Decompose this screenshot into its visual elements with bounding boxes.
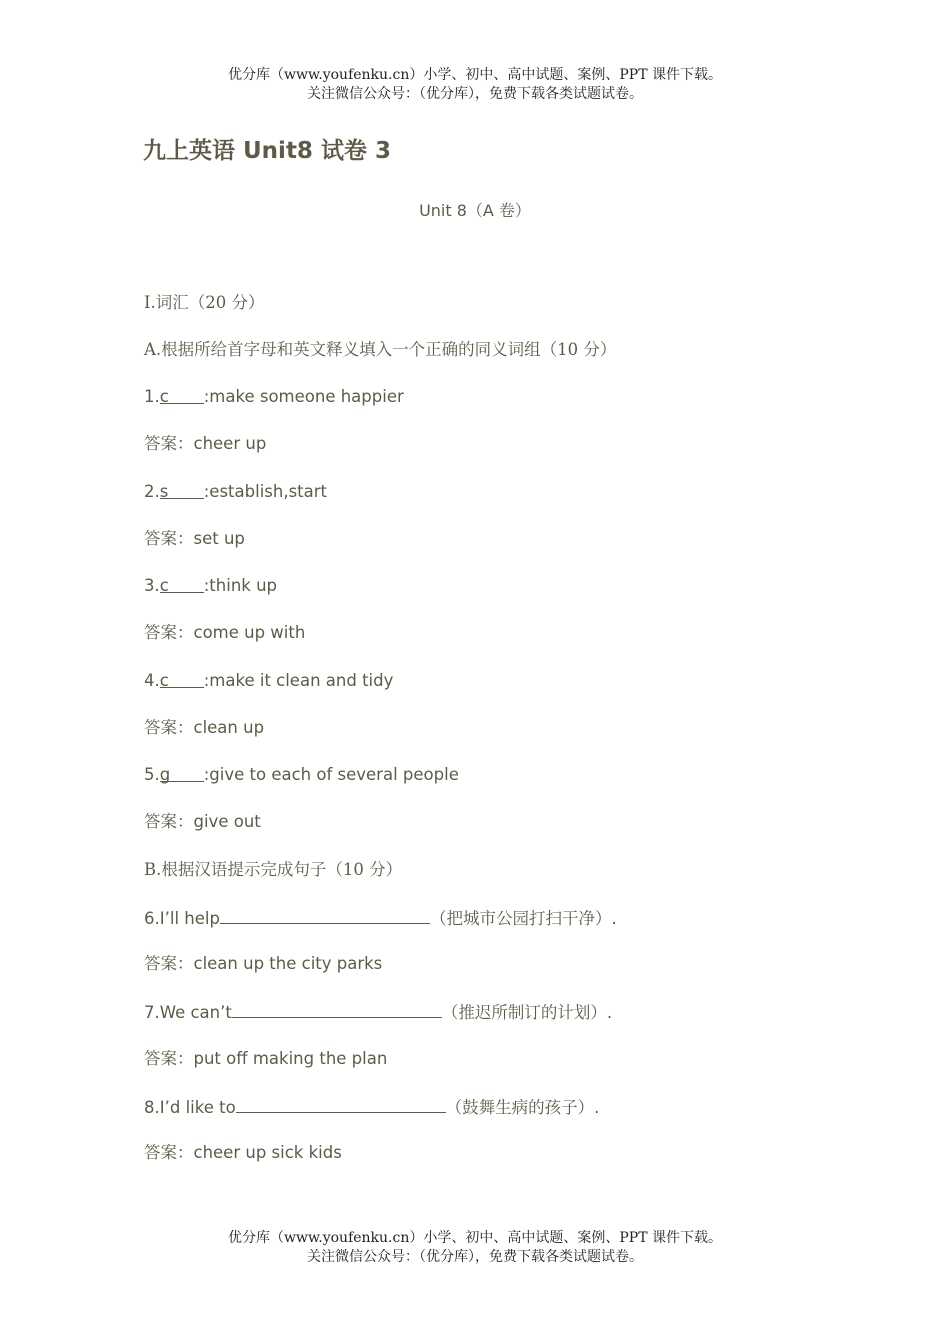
answer-8: 答案：cheer up sick kids: [144, 1143, 342, 1162]
question-7: 7.We can’t （推迟所制订的计划）.: [144, 1000, 612, 1024]
question-5: 5.g :give to each of several people: [144, 765, 459, 784]
footer-line-2: 关注微信公众号：（优分库），免费下载各类试题试卷。: [307, 1249, 643, 1265]
question-2: 2.s :establish,start: [144, 482, 328, 501]
answer-blank: [220, 906, 430, 924]
answer-6: 答案：clean up the city parks: [144, 954, 383, 973]
header-line-2: 关注微信公众号：（优分库），免费下载各类试题试卷。: [307, 86, 643, 102]
page-header: [0, 66, 950, 104]
section-heading-vocabulary: Ⅰ.词汇（20 分）: [144, 293, 265, 312]
document-subtitle: Unit 8（A 卷）: [419, 201, 531, 220]
question-3: 3.c :think up: [144, 576, 278, 595]
answer-blank: s: [160, 481, 204, 499]
part-a-instruction: A.根据所给首字母和英文释义填入一个正确的同义词组（10 分）: [144, 340, 617, 359]
question-6: 6.I’ll help （把城市公园打扫干净）.: [144, 906, 617, 930]
part-b-instruction: B.根据汉语提示完成句子（10 分）: [144, 860, 403, 879]
answer-3: 答案：come up with: [144, 623, 306, 642]
answer-blank: c: [160, 575, 204, 593]
answer-1: 答案：cheer up: [144, 434, 267, 453]
answer-blank: [232, 1000, 442, 1018]
question-1: 1.c :make someone happier: [144, 387, 404, 406]
question-4: 4.c :make it clean and tidy: [144, 671, 394, 690]
answer-blank: [236, 1095, 446, 1113]
answer-blank: g: [160, 764, 204, 782]
page-footer: [0, 1229, 950, 1267]
header-line-1: 优分库（www.youfenku.cn）小学、初中、高中试题、案例、PPT 课件下载。: [227, 67, 722, 83]
footer-line-1: 优分库（www.youfenku.cn）小学、初中、高中试题、案例、PPT 课件下载。: [227, 1230, 722, 1246]
answer-4: 答案：clean up: [144, 718, 265, 737]
answer-blank: c: [160, 670, 204, 688]
answer-2: 答案：set up: [144, 529, 245, 548]
answer-5: 答案：give out: [144, 812, 261, 831]
question-8: 8.I’d like to （鼓舞生病的孩子）.: [144, 1095, 599, 1119]
document-title: 九上英语 Unit8 试卷 3: [143, 138, 391, 164]
answer-blank: c: [160, 386, 204, 404]
answer-7: 答案：put off making the plan: [144, 1049, 388, 1068]
